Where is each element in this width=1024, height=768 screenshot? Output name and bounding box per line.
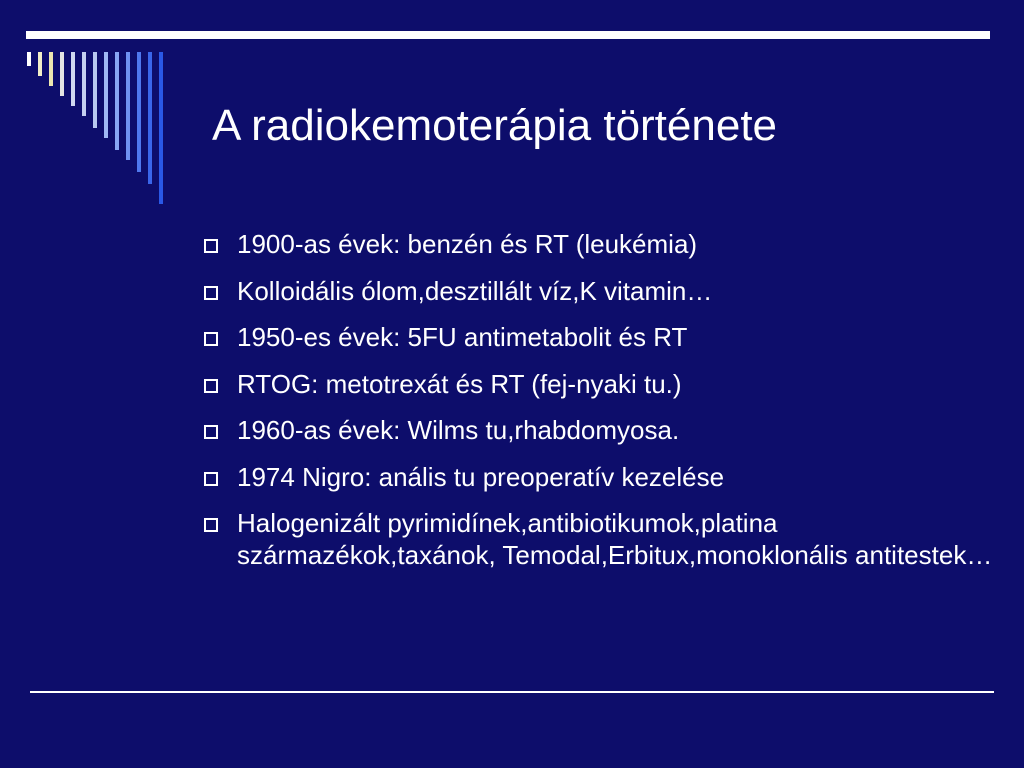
bullet-text: 1950-es évek: 5FU antimetabolit és RT xyxy=(237,322,688,352)
bullet-text: RTOG: metotrexát és RT (fej-nyaki tu.) xyxy=(237,368,682,399)
stripe xyxy=(137,52,141,172)
stripe xyxy=(71,52,75,106)
list-item xyxy=(204,228,994,260)
stripe xyxy=(93,52,97,128)
bottom-rule xyxy=(30,691,994,693)
bullet-text: Kolloidális ólom,desztillált víz,K vitamin… xyxy=(237,275,713,306)
stripe xyxy=(38,52,42,76)
decorative-stripes xyxy=(0,0,200,220)
list-item xyxy=(204,414,994,446)
list-item xyxy=(204,321,994,353)
stripe xyxy=(104,52,108,138)
bullet-text: 1900-as évek: benzén és RT (leukémia) xyxy=(237,229,698,259)
bullet-text: 1974 Nigro: anális tu preoperatív kezelése xyxy=(237,461,725,492)
stripe xyxy=(49,52,53,86)
square-bullet-icon xyxy=(204,379,218,393)
bullet-text: 1960-as évek: Wilms tu,rhabdomyosa. xyxy=(237,415,680,445)
bullet-text: Halogenizált pyrimidínek,antibiotikumok,platina származékok,taxánok, Temodal,Erbitux,monoklonális antitestek… xyxy=(237,508,993,570)
stripe xyxy=(115,52,119,150)
stripe xyxy=(82,52,86,116)
list-item xyxy=(204,275,994,307)
stripe xyxy=(126,52,130,160)
bullet-list xyxy=(204,228,994,586)
square-bullet-icon xyxy=(204,239,218,253)
square-bullet-icon xyxy=(204,425,218,439)
square-bullet-icon xyxy=(204,472,218,486)
slide-title: A radiokemoterápia története xyxy=(212,101,778,150)
stripe xyxy=(159,52,163,204)
stripe xyxy=(27,52,31,66)
square-bullet-icon xyxy=(204,332,218,346)
square-bullet-icon xyxy=(204,518,218,532)
list-item xyxy=(204,507,994,571)
stripe xyxy=(60,52,64,96)
square-bullet-icon xyxy=(204,286,218,300)
list-item xyxy=(204,461,994,493)
list-item xyxy=(204,368,994,400)
stripe xyxy=(148,52,152,184)
